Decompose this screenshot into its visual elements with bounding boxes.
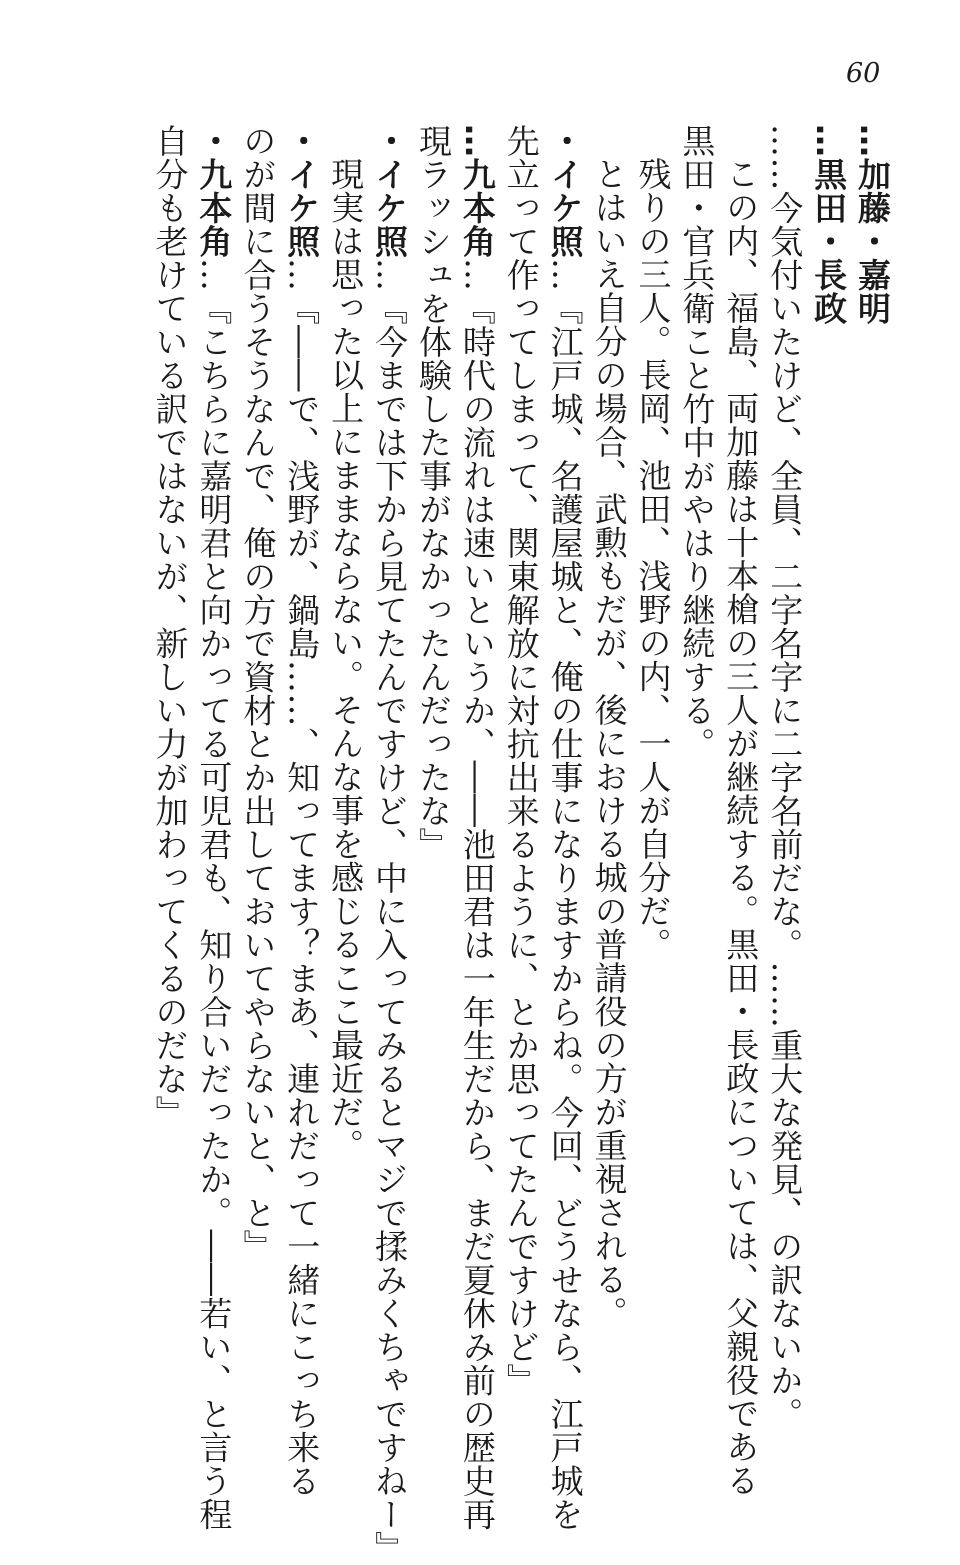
page-number: 60 (846, 58, 881, 89)
text-line (543, 124, 587, 1531)
line-text: とはいえ自分の場合、武勲もだが、後における城の普請役の方が重視される。 (589, 157, 629, 1330)
speaker-name: …黒田・長政 (809, 124, 849, 325)
text-line (631, 124, 675, 1324)
speaker-name: ・イケ照 (282, 124, 322, 258)
line-text: 現実は思った以上にままならない。そんな事を感じるここ最近だ。 (326, 157, 366, 1162)
speaker-name: ・イケ照 (370, 124, 410, 258)
line-text: 現ラッシュを体験した事がなかったんだったな』 (413, 124, 453, 861)
line-text: …『――で、浅野が、鍋島……、知ってます？まあ、連れだって一緒にこっち来る (282, 258, 322, 1498)
text-line (367, 124, 411, 1565)
text-line (850, 124, 894, 1324)
line-text: のが間に合うそうなんで、俺の方で資材とか出しておいてやらないと、と』 (238, 124, 278, 1263)
line-text: 自分も老けている訳ではないが、新しい力が加わってくるのだな』 (150, 124, 190, 1129)
line-text: ……今気付いたけど、全員、二字名字に二字名前だな。……重大な発見、の訳ないか。 (765, 124, 805, 1431)
text-line (762, 124, 806, 1431)
text-line (674, 124, 718, 1324)
speaker-name: …加藤・嘉明 (853, 124, 892, 325)
line-text: …『こちらに嘉明君と向かってる可児君も、知り合いだったか。――若い、と言う程 (194, 258, 234, 1531)
text-line (499, 124, 543, 1397)
line-text: …『時代の流れは速いというか、――池田君は一年生だから、まだ夏休み前の歴史再 (457, 258, 497, 1531)
speaker-name: …九本角 (457, 124, 497, 258)
text-line (411, 124, 455, 1324)
line-text: 先立って作ってしまって、関東解放に対抗出来るように、とか思ってたんですけど』 (501, 124, 541, 1397)
text-line (235, 124, 279, 1324)
line-text: この内、福島、両加藤は十本槍の三人が継続する。黒田・長政については、父親役である (721, 157, 761, 1497)
text-line (455, 124, 499, 1531)
text-line (279, 124, 323, 1498)
line-text: 残りの三人。長岡、池田、浅野の内、一人が自分だ。 (633, 157, 673, 961)
line-text: 黒田・官兵衛こと竹中がやはり継続する。 (677, 124, 717, 761)
text-line (806, 124, 850, 1324)
text-line (587, 124, 631, 1330)
vertical-text-body (88, 124, 894, 1565)
text-line (148, 124, 192, 1324)
text-line (192, 124, 236, 1531)
speaker-name: ・九本角 (194, 124, 234, 258)
speaker-name: ・イケ照 (545, 124, 585, 258)
line-text: …『江戸城、名護屋城と、俺の仕事になりますからね。今回、どうせなら、江戸城を (545, 258, 585, 1531)
line-text: …『今までは下から見てたんですけど、中に入ってみるとマジで揉みくちゃですねー』 (370, 258, 410, 1565)
text-line (718, 124, 762, 1497)
text-line (323, 124, 367, 1324)
